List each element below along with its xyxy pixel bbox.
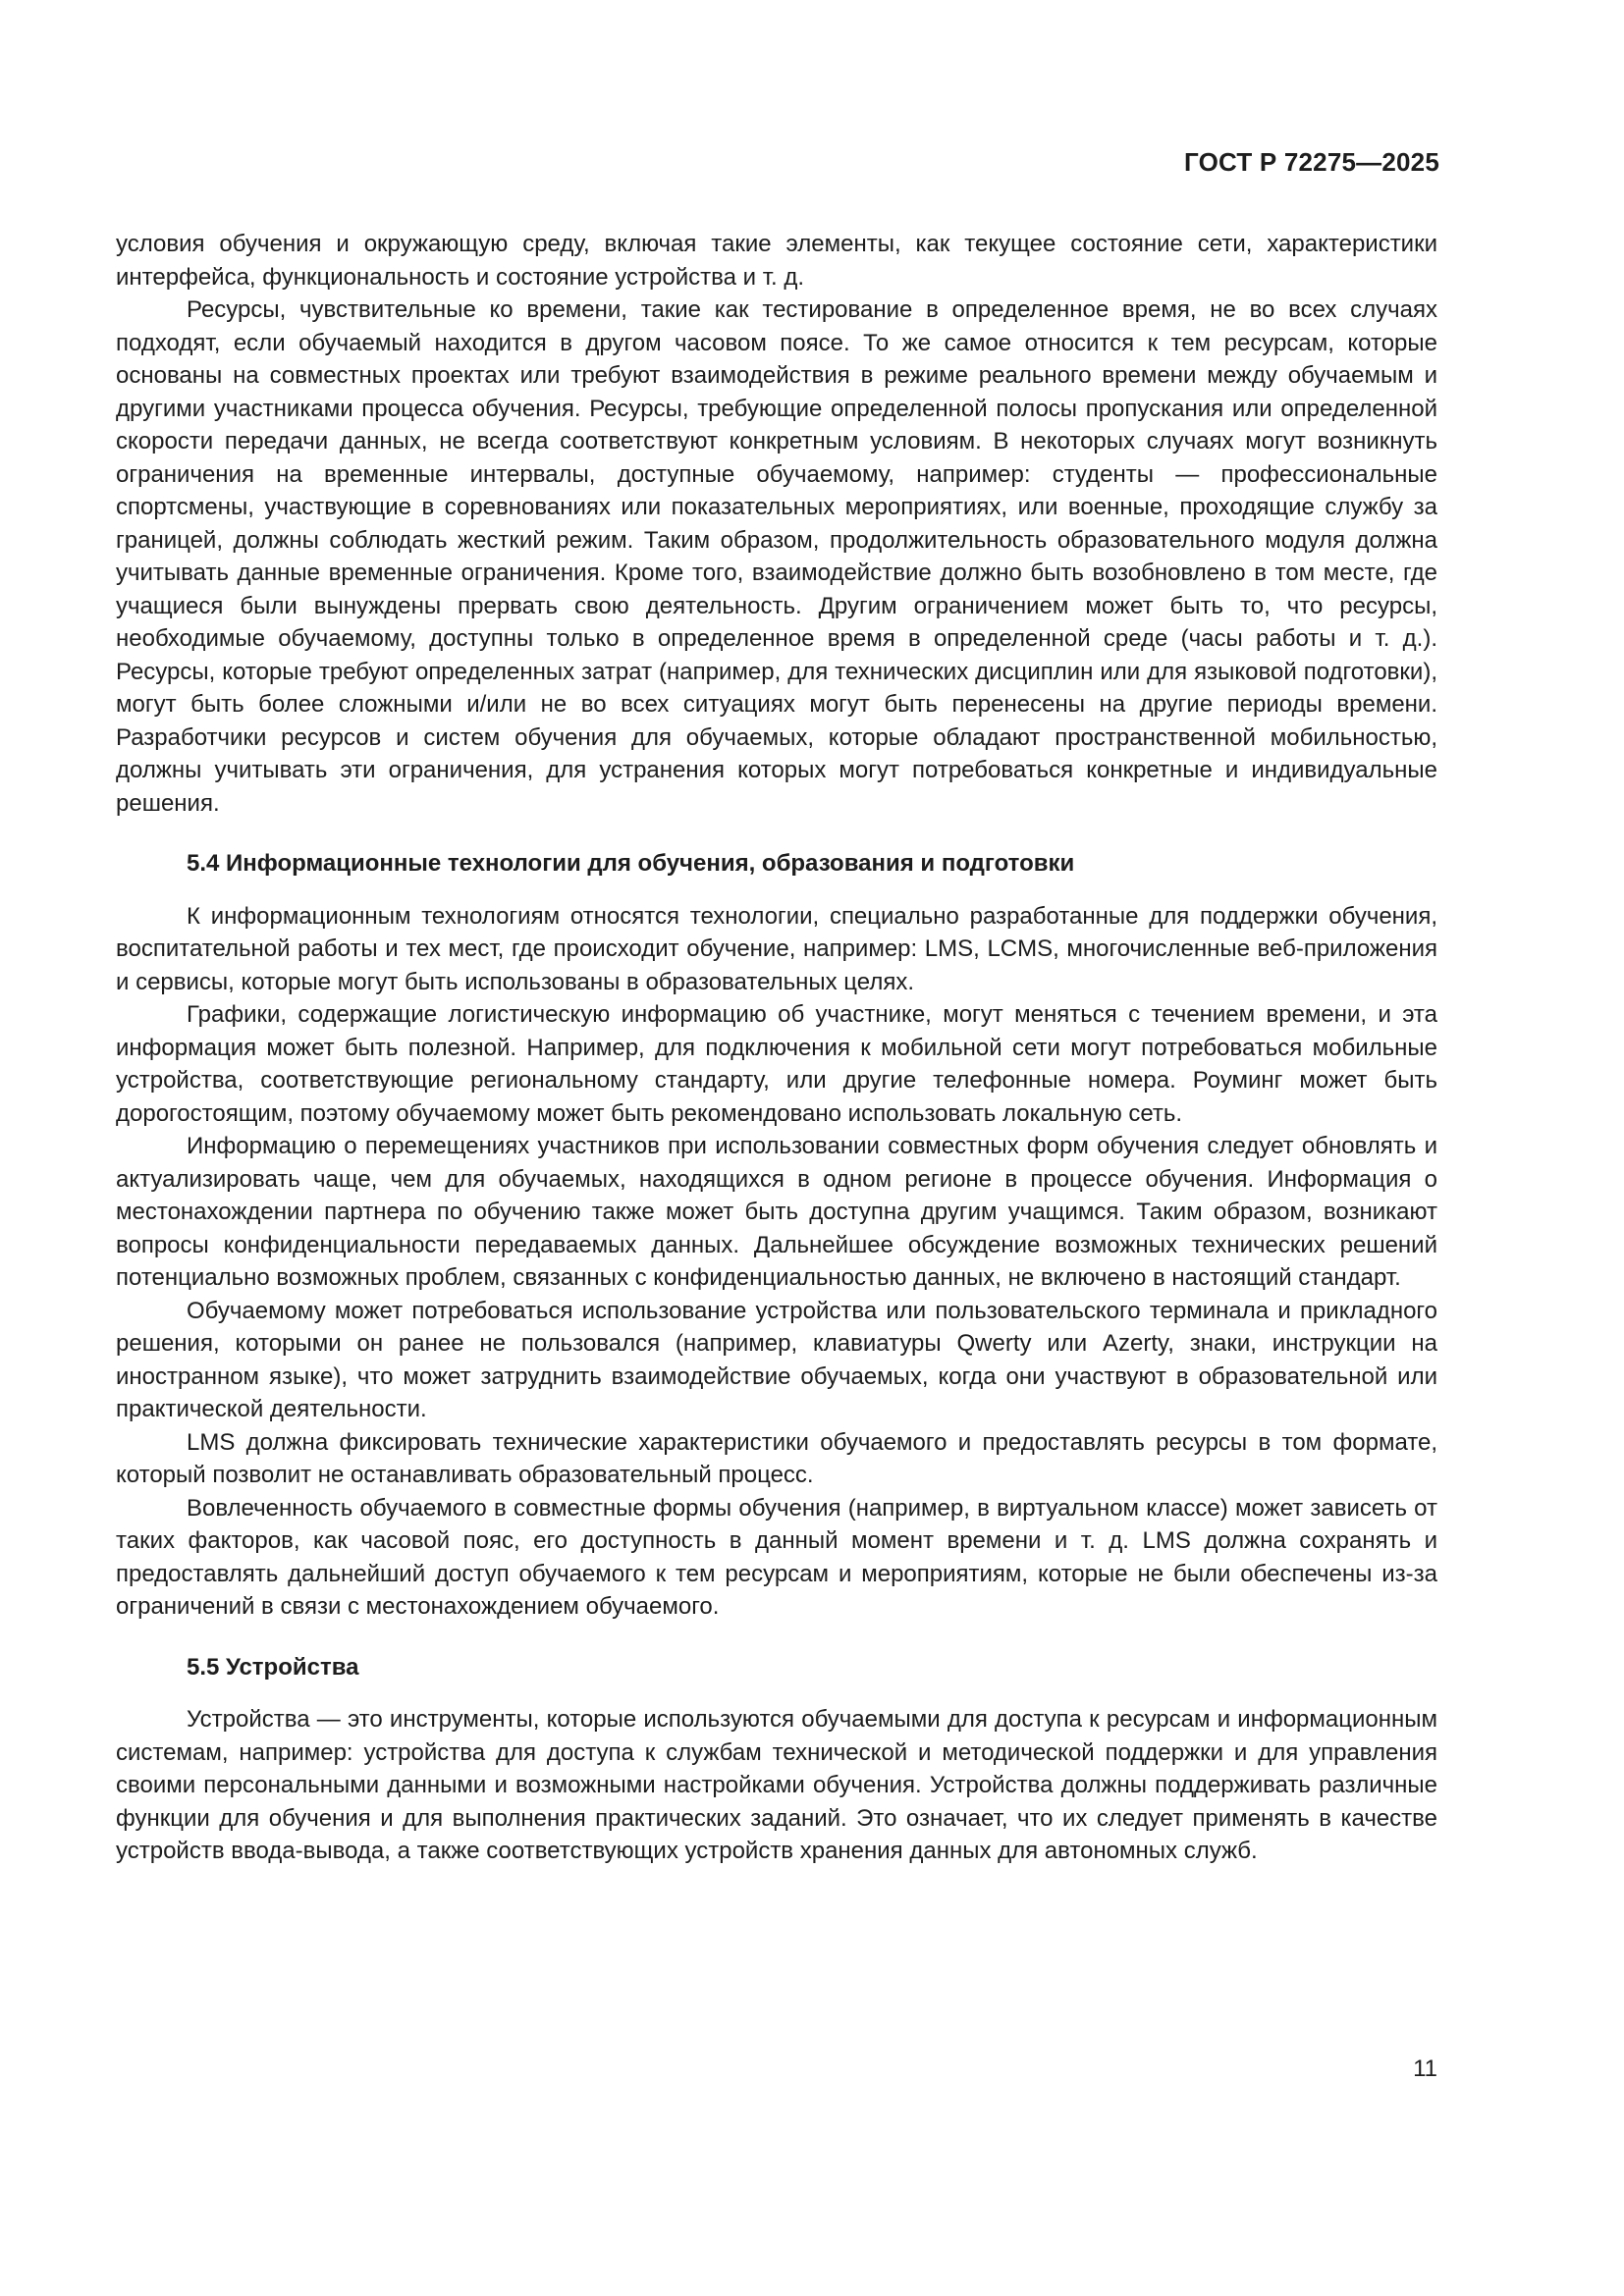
paragraph-unfamiliar-devices: Обучаемому может потребоваться использование устройства или пользовательского терминала и прикладного решения, которыми он ранее не пользовался (например, клавиатуры Qwerty или Azerty, знаки, инструкции на иностранном языке), что может затруднить взаимодействие обучаемых, когда они участвуют в образовательной или практической деятельности. bbox=[116, 1297, 1437, 1422]
paragraph-time-sensitive-resources: Ресурсы, чувствительные ко времени, такие как тестирование в определенное время, не во всех случаях подходят, если обучаемый находится в другом часовом поясе. То же самое относится к тем ресурсам, которые основаны на совместных проектах или требуют взаимодействия в режиме реального времени между обучаемым и другими участниками процесса обучения. Ресурсы, требующие определенной полосы пропускания или определенной скорости передачи данных, не всегда соответствуют конкретным условиям. В некоторых случаях могут возникнуть ограничения на временные интервалы, доступные обучаемому, например: студенты — профессиональные спортсмены, участвующие в соревнованиях или показательных мероприятиях, или военные, проходящие службу за границей, должны соблюдать жесткий режим. Таким образом, продолжительность образовательного модуля должна учитывать данные временные ограничения. Кроме того, взаимодействие должно быть возобновлено в том месте, где учащиеся были вынуждены прервать свою деятельность. Другим ограничением может быть то, что ресурсы, необходимые обучаемому, доступны только в определенное время в определенной среде (часы работы и т. д.). Ресурсы, которые требуют определенных затрат (например, для технических дисциплин или для языковой подготовки), могут быть более сложными и/или не во всех ситуациях могут быть перенесены на другие периоды времени. Разработчики ресурсов и систем обучения для обучаемых, которые обладают пространственной мобильностью, должны учитывать эти ограничения, для устранения которых могут потребоваться конкретные и индивидуальные решения. bbox=[116, 296, 1437, 817]
document-body bbox=[116, 228, 1437, 1868]
paragraph-logistics-schedules: Графики, содержащие логистическую информацию об участнике, могут меняться с течением времени, и эта информация может быть полезной. Например, для подключения к мобильной сети могут потребоваться мобильные устройства, соответствующие региональному стандарту, или другие телефонные номера. Роуминг может быть дорогостоящим, поэтому обучаемому может быть рекомендовано использовать локальную сеть. bbox=[116, 1001, 1437, 1127]
page-number: 11 bbox=[1413, 2056, 1437, 2082]
paragraph-collaborative-learning: Вовлеченность обучаемого в совместные формы обучения (например, в виртуальном классе) может зависеть от таких факторов, как часовой пояс, его доступность в данный момент времени и т. д. LMS должна сохранять и предоставлять дальнейший доступ обучаемого к тем ресурсам и мероприятиям, которые не были обеспечены из-за ограничений в связи с местонахождением обучаемого. bbox=[116, 1494, 1437, 1620]
section-heading-5-4: 5.4 Информационные технологии для обучения, образования и подготовки bbox=[187, 850, 1075, 877]
section-heading-5-5: 5.5 Устройства bbox=[187, 1653, 359, 1681]
paragraph-lms-tech-characteristics: LMS должна фиксировать технические характеристики обучаемого и предоставлять ресурсы в том формате, который позволит не останавливать образовательный процесс. bbox=[116, 1428, 1437, 1488]
paragraph-movement-information: Информацию о перемещениях участников при использовании совместных форм обучения следует обновлять и актуализировать чаще, чем для обучаемых, находящихся в одном регионе в процессе обучения. Информация о местонахождении партнера по обучению также может быть доступна другим учащимся. Таким образом, возникают вопросы конфиденциальности передаваемых данных. Дальнейшее обсуждение возможных технических решений потенциально возможных проблем, связанных с конфиденциальностью данных, не включено в настоящий стандарт. bbox=[116, 1133, 1437, 1291]
paragraph-it-definition: К информационным технологиям относятся технологии, специально разработанные для поддержки обучения, воспитательной работы и тех мест, где происходит обучение, например: LMS, LCMS, многочисленные веб-приложения и сервисы, которые могут быть использованы в образовательных целях. bbox=[116, 902, 1437, 995]
paragraph-continuation: условия обучения и окружающую среду, включая такие элементы, как текущее состояние сети, характеристики интерфейса, функциональность и состояние устройства и т. д. bbox=[116, 231, 1437, 291]
paragraph-devices-definition: Устройства — это инструменты, которые используются обучаемыми для доступа к ресурсам и информационным системам, например: устройства для доступа к службам технической и методической поддержки и для управления своими персональными данными и возможными настройками обучения. Устройства должны поддерживать различные функции для обучения и для выполнения практических заданий. Это означает, что их следует применять в качестве устройств ввода-вывода, а также соответствующих устройств хранения данных для автономных служб. bbox=[116, 1706, 1437, 1864]
document-header-id: ГОСТ Р 72275—2025 bbox=[1184, 147, 1439, 177]
